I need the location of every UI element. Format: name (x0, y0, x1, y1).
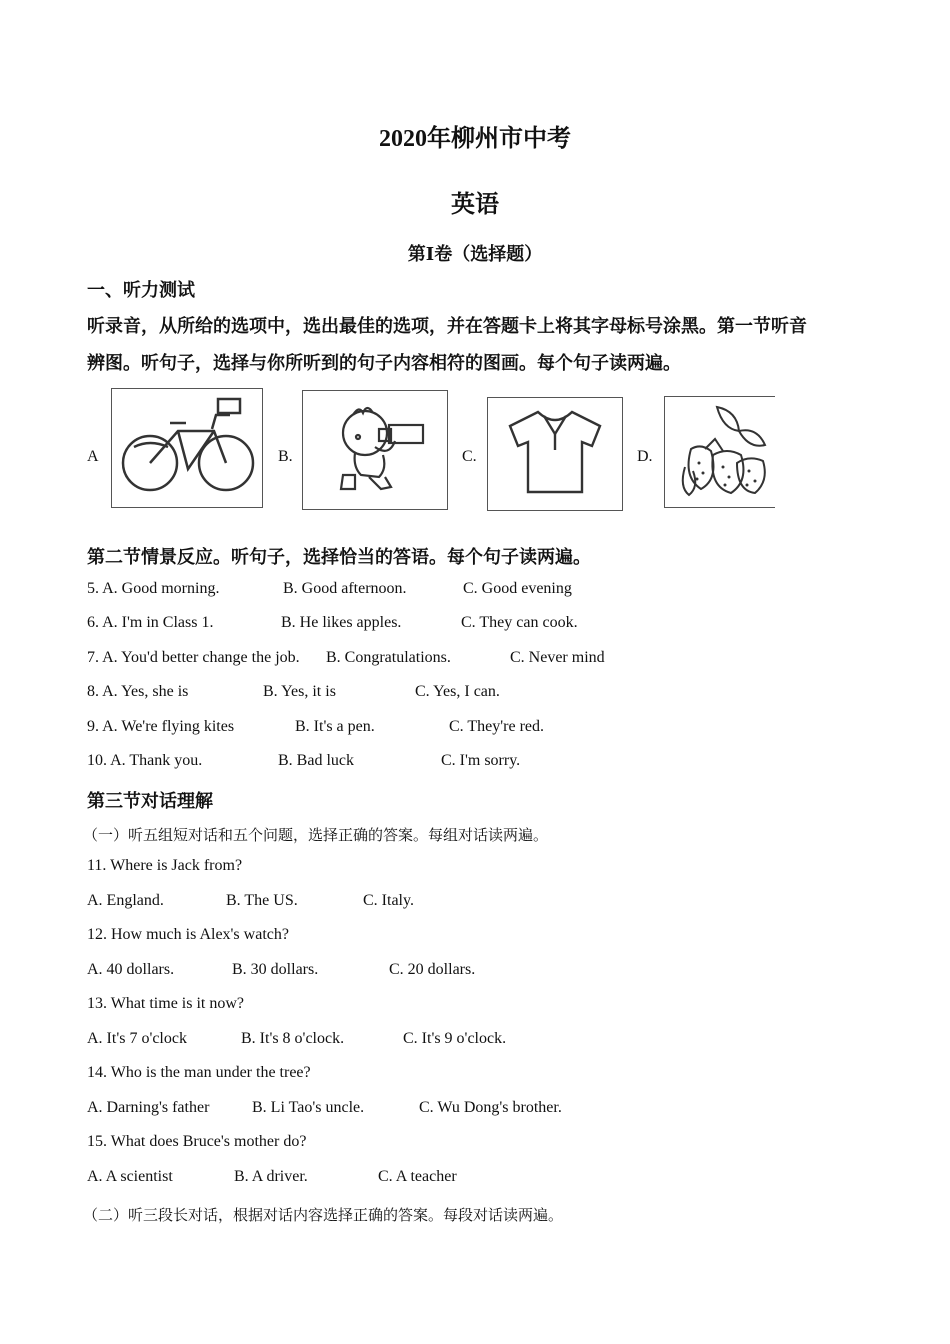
option-b: B. Li Tao's uncle. (252, 1099, 365, 1116)
option-c: C. A teacher (378, 1168, 457, 1185)
boy-with-camera-icon (303, 391, 447, 509)
option-a: A. England. (87, 892, 164, 909)
section3-heading: 第三节对话理解 (87, 791, 213, 811)
option-c: C. Never mind (510, 649, 605, 666)
option-a: 8. A. Yes, she is (87, 683, 189, 700)
bicycle-icon (112, 389, 262, 507)
option-b: B. Yes, it is (263, 683, 336, 700)
option-a: A. Darning's father (87, 1099, 210, 1116)
option-a: 5. A. Good morning. (87, 580, 220, 597)
picture-d (664, 396, 775, 508)
option-b: B. A driver. (234, 1168, 308, 1185)
option-c: C. 20 dollars. (389, 961, 476, 978)
picture-letter-c: C. (462, 448, 477, 465)
option-c: C. They can cook. (461, 614, 578, 631)
option-b: B. Congratulations. (326, 649, 451, 666)
option-c: C. Yes, I can. (415, 683, 500, 700)
section3-sub1: （一）听五组短对话和五个问题，选择正确的答案。每组对话读两遍。 (83, 828, 549, 844)
section2-heading: 第二节情景反应。听句子，选择恰当的答语。每个句子读两遍。 (87, 547, 591, 567)
question-text: 13. What time is it now? (87, 995, 245, 1012)
option-c: C. Wu Dong's brother. (419, 1099, 562, 1116)
option-b: B. 30 dollars. (232, 961, 319, 978)
option-a: 7. A. You'd better change the job. (87, 649, 300, 666)
picture-c (487, 397, 623, 511)
part1-heading: 一、听力测试 (87, 280, 195, 300)
question-text: 12. How much is Alex's watch? (87, 926, 289, 943)
option-a: 10. A. Thank you. (87, 752, 203, 769)
option-b: B. He likes apples. (281, 614, 402, 631)
picture-letter-d: D. (637, 448, 653, 465)
option-b: B. The US. (226, 892, 298, 909)
option-a: 6. A. I'm in Class 1. (87, 614, 214, 631)
subject-title: 英语 (451, 192, 499, 218)
option-c: C. They're red. (449, 718, 544, 735)
option-b: B. Bad luck (278, 752, 354, 769)
picture-b (302, 390, 448, 510)
picture-a (111, 388, 263, 508)
option-c: C. Italy. (363, 892, 414, 909)
option-c: C. I'm sorry. (441, 752, 521, 769)
section3-sub2: （二）听三段长对话，根据对话内容选择正确的答案。每段对话读两遍。 (83, 1208, 564, 1224)
strawberries-icon (665, 397, 775, 507)
part1-instruction-line1: 听录音，从所给的选项中，选出最佳的选项，并在答题卡上将其字母标号涂黑。第一节听音 (87, 316, 807, 336)
question-text: 11. Where is Jack from? (87, 857, 243, 874)
option-a: A. It's 7 o'clock (87, 1030, 187, 1047)
question-text: 14. Who is the man under the tree? (87, 1064, 311, 1081)
option-c: C. It's 9 o'clock. (403, 1030, 507, 1047)
question-text: 15. What does Bruce's mother do? (87, 1133, 307, 1150)
page-title: 2020年柳州市中考 (379, 126, 571, 152)
volume-title: 第Ⅰ卷（选择题） (407, 244, 543, 264)
option-a: A. 40 dollars. (87, 961, 175, 978)
option-b: B. It's a pen. (295, 718, 375, 735)
option-a: A. A scientist (87, 1168, 173, 1185)
polo-shirt-icon (488, 398, 622, 510)
picture-letter-a: A (87, 448, 99, 465)
option-b: B. Good afternoon. (283, 580, 407, 597)
option-b: B. It's 8 o'clock. (241, 1030, 345, 1047)
option-a: 9. A. We're flying kites (87, 718, 235, 735)
option-c: C. Good evening (463, 580, 572, 597)
picture-letter-b: B. (278, 448, 293, 465)
part1-instruction-line2: 辨图。听句子，选择与你所听到的句子内容相符的图画。每个句子读两遍。 (87, 353, 681, 373)
